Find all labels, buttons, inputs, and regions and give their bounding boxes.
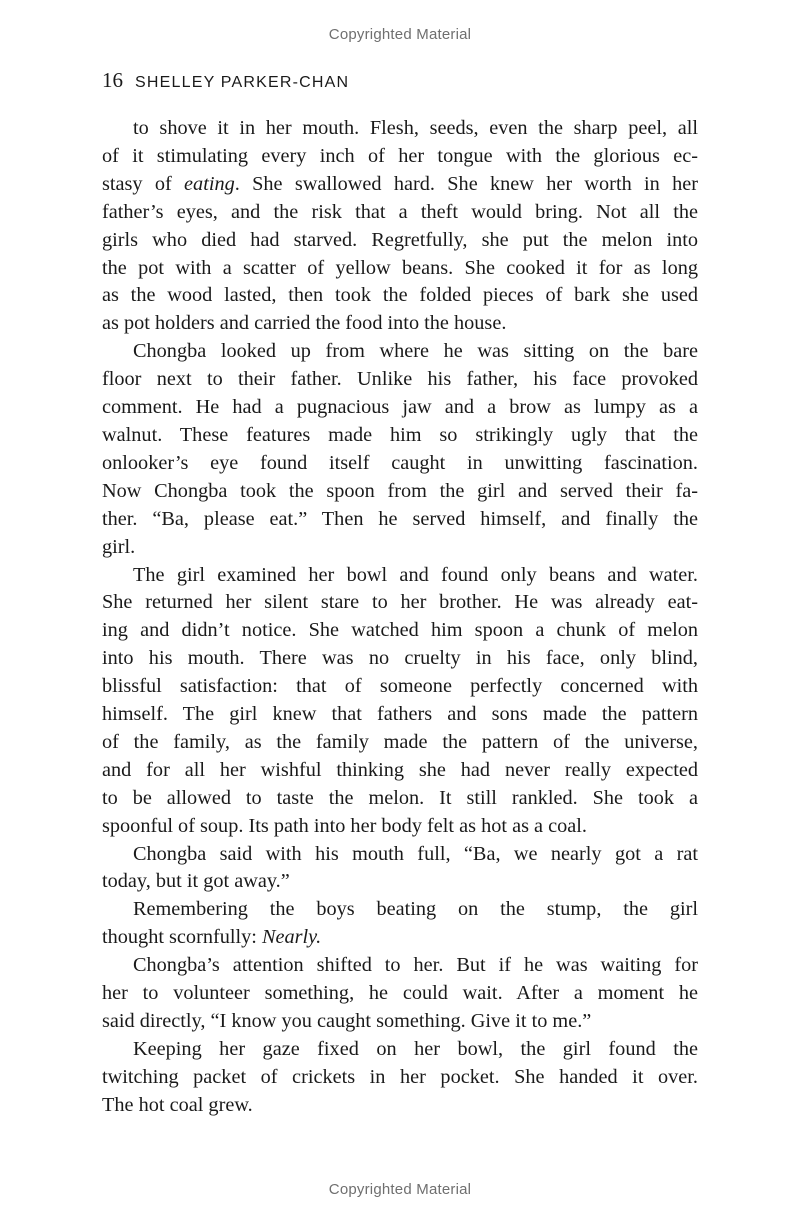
paragraph bbox=[102, 952, 698, 1036]
text-line: Remembering the boys beating on the stump, the girl bbox=[133, 898, 698, 921]
text-line: blissful satisfaction: that of someone perfectly concerned with bbox=[102, 675, 698, 698]
text-line: Keeping her gaze fixed on her bowl, the girl found the bbox=[133, 1037, 698, 1060]
text-line: floor next to their father. Unlike his father, his face provoked bbox=[102, 368, 698, 391]
paragraph bbox=[102, 841, 698, 897]
text-line: into his mouth. There was no cruelty in his face, only blind, bbox=[102, 647, 698, 670]
text-line: her to volunteer something, he could wait. After a moment he bbox=[102, 982, 698, 1005]
text-line: to be allowed to taste the melon. It still rankled. She took a bbox=[102, 786, 698, 809]
text-line: spoonful of soup. Its path into her body felt as hot as a coal. bbox=[102, 814, 587, 837]
paragraph bbox=[102, 1036, 698, 1120]
text-line: twitching packet of crickets in her pocket. She handed it over. bbox=[102, 1065, 698, 1088]
text-line: of the family, as the family made the pattern of the universe, bbox=[102, 730, 698, 753]
text-line: onlooker’s eye found itself caught in unwitting fascination. bbox=[102, 451, 698, 474]
text-line: The hot coal grew. bbox=[102, 1093, 253, 1116]
text-line: walnut. These features made him so strikingly ugly that the bbox=[102, 423, 698, 446]
text-line: The girl examined her bowl and found only beans and water. bbox=[133, 563, 698, 586]
text-line: Chongba’s attention shifted to her. But if he was waiting for bbox=[133, 954, 698, 977]
text-line: as the wood lasted, then took the folded pieces of bark she used bbox=[102, 284, 698, 307]
text-line: thought scornfully: Nearly. bbox=[102, 926, 322, 949]
text-line: stasy of eating. She swallowed hard. She knew her worth in her bbox=[102, 172, 698, 195]
paragraph bbox=[102, 896, 698, 952]
text-line: Chongba said with his mouth full, “Ba, we nearly got a rat bbox=[133, 842, 698, 865]
text-line: today, but it got away.” bbox=[102, 870, 290, 893]
copyright-watermark-bottom: Copyrighted Material bbox=[328, 1181, 472, 1198]
paragraph bbox=[102, 562, 698, 841]
text-line: Now Chongba took the spoon from the girl and served their fa- bbox=[102, 479, 698, 502]
text-line: girl. bbox=[102, 535, 136, 558]
text-line: as pot holders and carried the food into the house. bbox=[102, 312, 507, 335]
text-line: and for all her wishful thinking she had never really expected bbox=[102, 758, 698, 781]
text-line: Chongba looked up from where he was sitting on the bare bbox=[133, 340, 698, 363]
text-line: said directly, “I know you caught something. Give it to me.” bbox=[102, 1010, 592, 1032]
page-number: 16 bbox=[102, 68, 123, 92]
text-line: of it stimulating every inch of her tongue with the glorious ec- bbox=[102, 144, 698, 167]
text-line: girls who died had starved. Regretfully, she put the melon into bbox=[102, 228, 698, 251]
paragraph bbox=[102, 338, 698, 561]
copyright-watermark-top: Copyrighted Material bbox=[328, 26, 472, 43]
text-line: himself. The girl knew that fathers and sons made the pattern bbox=[102, 703, 698, 726]
text-line: the pot with a scatter of yellow beans. She cooked it for as long bbox=[102, 256, 698, 279]
text-line: ing and didn’t notice. She watched him spoon a chunk of melon bbox=[102, 619, 698, 642]
text-line: father’s eyes, and the risk that a theft would bring. Not all the bbox=[102, 200, 698, 223]
text-line: She returned her silent stare to her brother. He was already eat- bbox=[102, 591, 698, 614]
author-name: SHELLEY PARKER-CHAN bbox=[135, 74, 350, 91]
running-head bbox=[102, 68, 349, 93]
text-line: ther. “Ba, please eat.” Then he served himself, and finally the bbox=[102, 507, 698, 530]
text-line: to shove it in her mouth. Flesh, seeds, even the sharp peel, all bbox=[133, 117, 698, 139]
body-text bbox=[102, 115, 698, 1120]
text-line: comment. He had a pugnacious jaw and a brow as lumpy as a bbox=[102, 396, 698, 419]
paragraph bbox=[102, 115, 698, 338]
